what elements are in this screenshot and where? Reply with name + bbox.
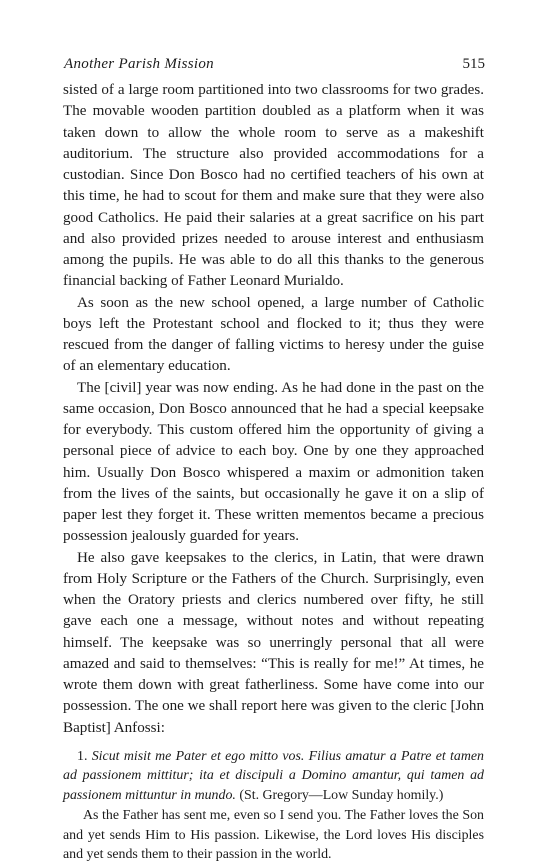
page-header (64, 56, 485, 73)
note-number: 1. (77, 748, 88, 764)
latin-quote (63, 747, 484, 806)
quote-source: (St. Gregory—Low Sunday homily.) (239, 788, 444, 804)
paragraph: The [civil] year was now ending. As he had done in the past on the same occasion, Don Bosco announced that he had a special keepsake for everybody. This custom offered him the opportunity of giving a personal piece of advice to each boy. One by one they approached him. Usually Don Bosco whispered a maxim or admonition taken from the lives of the saints, but occasionally he gave it on a slip of paper lest they forget it. These written mementos became a precious possession jealously guarded for years. (63, 379, 484, 545)
paragraph-continued: sisted of a large room partitioned into two classrooms for two grades. The movable wooden partition doubled as a platform when it was taken down to allow the whole room to serve as a makeshift auditorium. The structure also provided accommodations for a custodian. Since Don Bosco had no certified teachers of his own at this time, he had to scout for them and make sure that they were also good Catholics. He paid their salaries at a great sacrifice on his part and also provided prizes needed to arouse interest and enthusiasm among the pupils. He was able to do all this thanks to the generous financial backing of Father Leonard Murialdo. (63, 82, 484, 290)
latin-text: Sicut misit me Pater et ego mitto vos. Filius amatur a Patre et tamen ad passionem mittitur; ita et discipuli a Domino amantur, qui tamen ad passionem mittuntur in mundo. (63, 748, 484, 804)
paragraph: As soon as the new school opened, a large number of Catholic boys left the Protestant school and flocked to it; thus they were rescued from the danger of falling victims to heresy under the guise of an elementary education. (63, 294, 484, 375)
page-number: 515 (462, 56, 485, 72)
page-body (63, 80, 484, 865)
paragraph: He also gave keepsakes to the clerics, in Latin, that were drawn from Holy Scripture or the Fathers of the Church. Surprisingly, even when the Oratory priests and clerics numbered over fifty, he still gave each one a message, without notes and without repeating himself. The keepsake was so unerringly personal that all were amazed and said to themselves: “This is really for me!” At times, he wrote them down with great fatherliness. Some have come into our possession. The one we shall report here was given to the cleric [John Baptist] Anfossi: (63, 549, 484, 736)
english-translation: As the Father has sent me, even so I send you. The Father loves the Son and yet sends Him to His passion. Likewise, the Lord loves His disciples and yet sends them to their passion in the world. (63, 807, 484, 863)
keepsake-quote (63, 747, 484, 865)
running-title: Another Parish Mission (64, 56, 214, 72)
